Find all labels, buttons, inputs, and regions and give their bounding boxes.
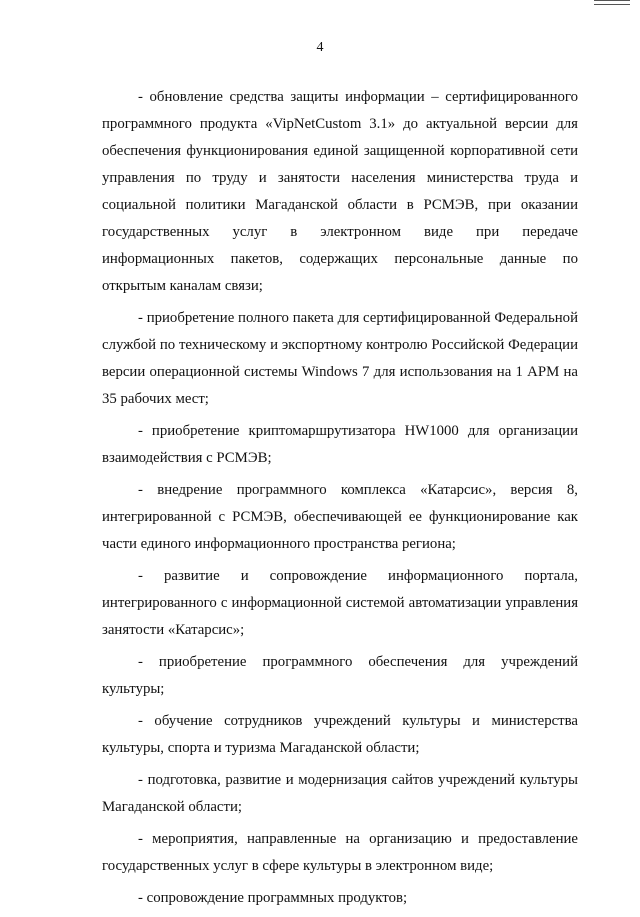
- list-item-katarsis-deployment: - внедрение программного комплекса «Катарсис», версия 8, интегрированной с РСМЭВ, обеспечивающей ее функционирование как части единого информационного пространства региона;: [102, 482, 578, 552]
- list-item-hw1000-router: - приобретение криптомаршрутизатора HW1000 для организации взаимодействия с РСМЭВ;: [102, 423, 578, 466]
- list-item-software-support: - сопровождение программных продуктов;: [138, 890, 408, 906]
- list-item-staff-training: - обучение сотрудников учреждений культуры и министерства культуры, спорта и туризма Магаданской области;: [102, 713, 578, 756]
- document-body: [102, 84, 578, 917]
- list-item-culture-websites: - подготовка, развитие и модернизация сайтов учреждений культуры Магаданской области;: [102, 772, 578, 815]
- list-item-vipnet-update: - обновление средства защиты информации – сертифицированного программного продукта «VipNetCustom 3.1» до актуальной версии для обеспечения функционирования единой защищенной корпоративной сети управления по труду и занятости населения министерства труда и социальной политики Магаданской области в РСМЭВ, при оказании государственных услуг в электронном виде при передаче информационных пакетов, содержащих персональные данные по открытым каналам связи;: [102, 89, 578, 294]
- list-item-portal-support: - развитие и сопровождение информационного портала, интегрированного с информационной системой автоматизации управления занятости «Катарсис»;: [102, 568, 578, 638]
- list-item-culture-software: - приобретение программного обеспечения для учреждений культуры;: [102, 654, 578, 697]
- list-item-culture-eservices: - мероприятия, направленные на организацию и предоставление государственных услуг в сфере культуры в электронном виде;: [102, 831, 578, 874]
- scan-corner-mark: [594, 0, 630, 5]
- page-number: 4: [316, 40, 324, 55]
- list-item-windows7-license: - приобретение полного пакета для сертифицированной Федеральной службой по техническому и экспортному контролю Российской Федерации версии операционной системы Windows 7 для использования на 1 АРМ на 35 рабочих мест;: [102, 310, 578, 407]
